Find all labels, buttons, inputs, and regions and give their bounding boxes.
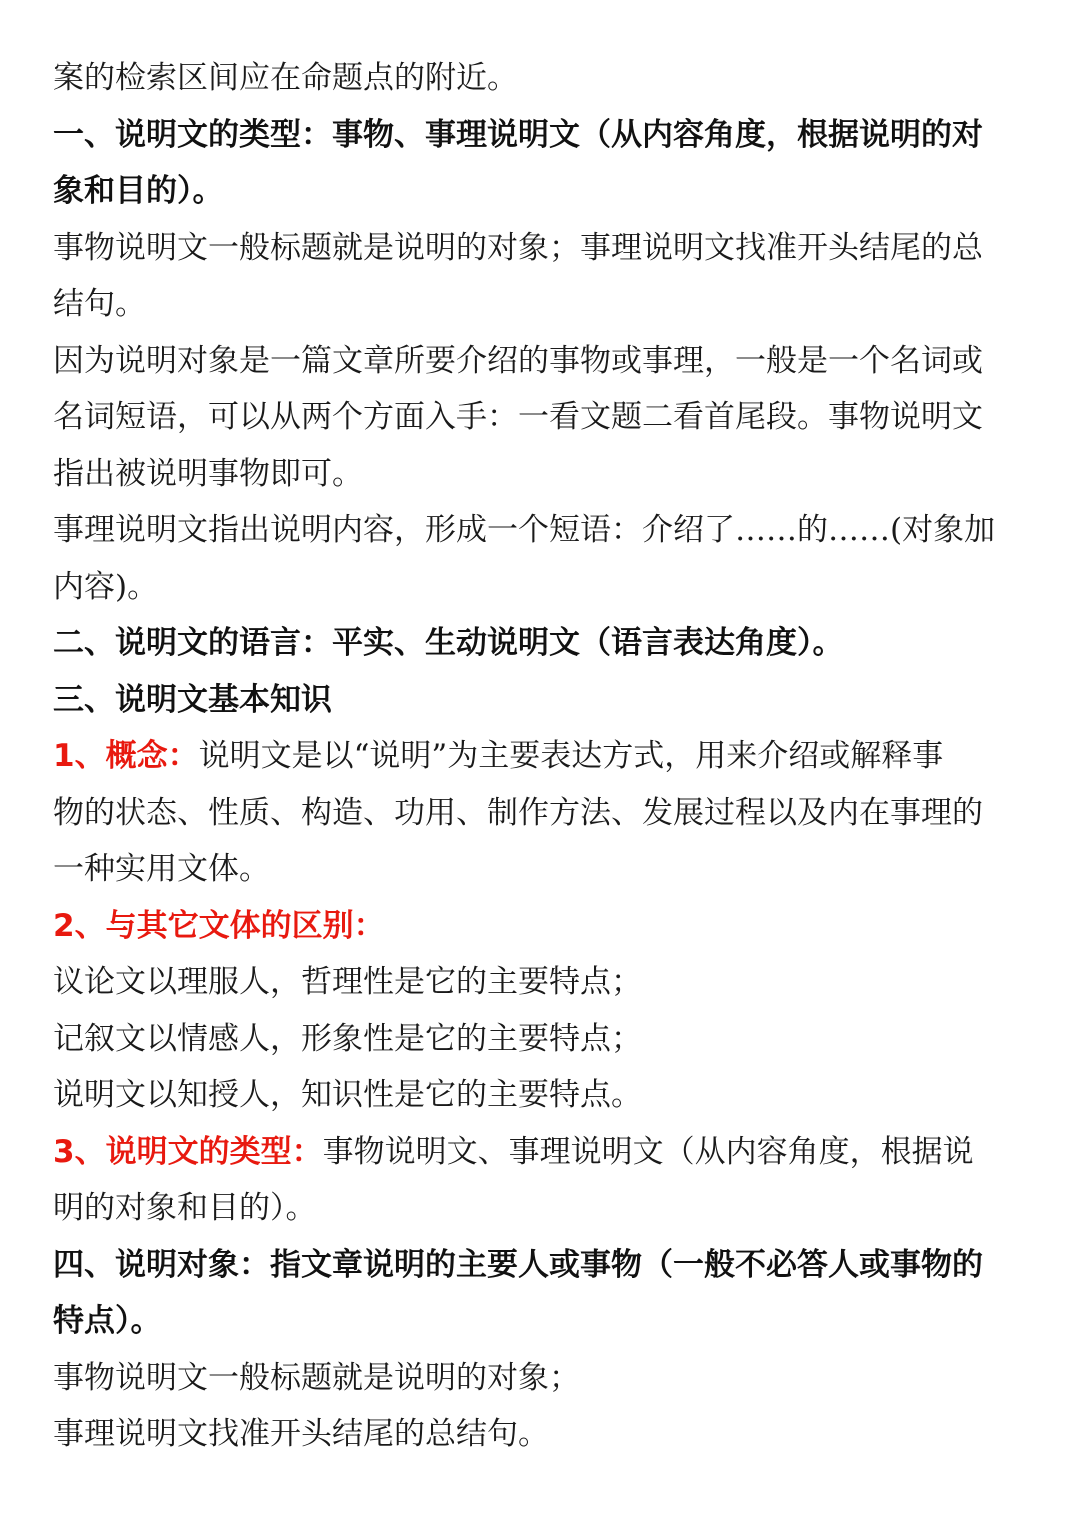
item1-text: 说明文是以“说明”为主要表达方式，用来介绍或解释事 <box>198 738 944 774</box>
item2-argument-text: 议论文以理服人，哲理性是它的主要特点； <box>53 964 642 1000</box>
section1-heading: 一、说明文的类型：事物、事理说明文（从内容角度，根据说明的对 <box>53 116 983 153</box>
item2-line <box>53 898 1038 955</box>
section1-paragraph-3-cont: 内容)。 <box>53 568 159 605</box>
intro-line: 案的检索区间应在命题点的附近。 <box>53 60 518 96</box>
section1-heading-cont: 象和目的）。 <box>53 173 224 209</box>
section1-paragraph-2: 因为说明对象是一篇文章所要介绍的事物或事理，一般是一个名词或 <box>53 342 983 379</box>
item3-label: 3、说明文的类型： <box>53 1133 323 1170</box>
section1-paragraph-1-cont: 结句。 <box>53 286 146 322</box>
item2-expository-text: 说明文以知授人，知识性是它的主要特点。 <box>53 1077 642 1113</box>
item1-text-end: 一种实用文体。 <box>53 851 270 887</box>
item1-text-cont: 物的状态、性质、构造、功用、制作方法、发展过程以及内在事理的 <box>53 794 983 831</box>
section4-heading-cont: 特点）。 <box>53 1303 162 1339</box>
item3-text: 事物说明文、事理说明文（从内容角度，根据说 <box>322 1133 974 1170</box>
document-page <box>53 50 1038 1463</box>
item1-line <box>53 728 1038 785</box>
item2-narrative-text: 记叙文以情感人，形象性是它的主要特点； <box>53 1020 642 1057</box>
item3-text-cont: 明的对象和目的）。 <box>53 1190 317 1226</box>
item2-label: 2、与其它文体的区别： <box>53 907 385 944</box>
section2-heading: 二、说明文的语言：平实、生动说明文（语言表达角度）。 <box>53 625 844 661</box>
section3-heading: 三、说明文基本知识 <box>53 681 332 718</box>
section4-paragraph-2: 事理说明文找准开头结尾的总结句。 <box>53 1416 549 1452</box>
section1-paragraph-1: 事物说明文一般标题就是说明的对象；事理说明文找准开头结尾的总 <box>53 229 983 266</box>
item3-line <box>53 1124 1038 1181</box>
section4-heading: 四、说明对象：指文章说明的主要人或事物（一般不必答人或事物的 <box>53 1246 983 1283</box>
section1-paragraph-2-cont: 名词短语，可以从两个方面入手：一看文题二看首尾段。事物说明文 <box>53 399 983 435</box>
section1-paragraph-3: 事理说明文指出说明内容，形成一个短语：介绍了……的……(对象加 <box>53 512 996 548</box>
section4-paragraph-1: 事物说明文一般标题就是说明的对象； <box>53 1359 580 1396</box>
item1-label: 1、概念： <box>53 738 199 774</box>
section1-paragraph-2-end: 指出被说明事物即可。 <box>53 455 363 492</box>
